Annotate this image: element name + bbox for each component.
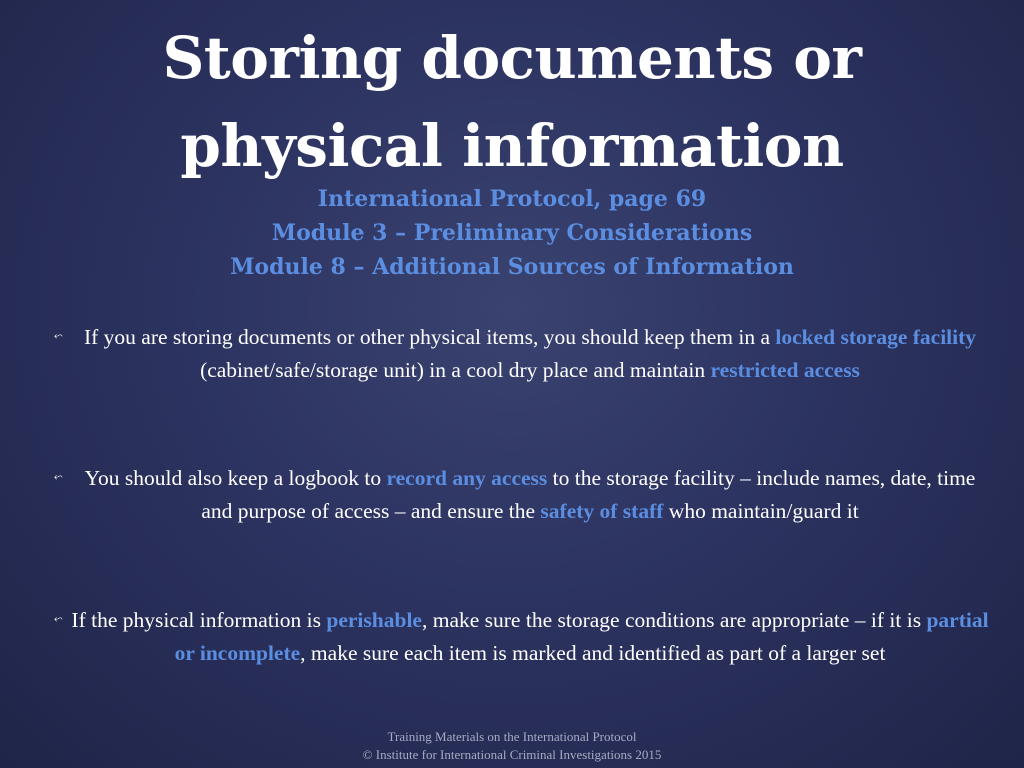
bullet-arrow-icon: ⬿ <box>54 613 63 625</box>
bullet-text: If the physical information is <box>71 608 327 632</box>
bullet-text: You should also keep a logbook to <box>84 466 387 490</box>
bullet-text: , make sure each item is marked and identified as part of a larger set <box>300 640 886 665</box>
bullet-item-2 <box>54 462 990 527</box>
footer-line-1: Training Materials on the International Protocol <box>387 729 637 744</box>
bullet-arrow-icon: ⬿ <box>54 330 63 342</box>
subtitle-module-3: Module 3 – Preliminary Considerations <box>271 220 753 246</box>
bullet-item-3 <box>54 604 990 669</box>
bullet-highlight: record any access <box>386 466 548 490</box>
subtitle-module-8: Module 8 – Additional Sources of Information <box>230 254 794 280</box>
bullet-highlight: safety of staff <box>540 498 664 523</box>
slide-subtitle <box>0 182 1024 284</box>
bullet-text: to the storage facility – include names, date, time and purpose of access – and ensure the <box>201 466 976 523</box>
title-line-2: physical information <box>180 112 844 180</box>
slide-footer <box>0 728 1024 764</box>
bullet-highlight: restricted access <box>710 357 860 382</box>
bullet-highlight: locked storage facility <box>775 325 977 349</box>
bullet-highlight: partial or incomplete <box>174 608 989 665</box>
bullet-highlight: perishable <box>326 608 422 632</box>
bullet-item-1 <box>54 321 990 386</box>
title-line-1: Storing documents or <box>162 24 862 92</box>
bullet-text: who maintain/guard it <box>663 498 859 523</box>
bullet-text: If you are storing documents or other physical items, you should keep them in a <box>83 325 776 349</box>
footer-copyright: © Institute for International Criminal Investigations 2015 <box>362 747 662 762</box>
bullet-arrow-icon: ⬿ <box>54 471 63 483</box>
bullet-text: (cabinet/safe/storage unit) in a cool dry place and maintain <box>200 357 711 382</box>
subtitle-reference: International Protocol, page 69 <box>317 186 707 212</box>
slide-title <box>0 14 1024 190</box>
bullet-text: , make sure the storage conditions are appropriate – if it is <box>421 608 927 632</box>
